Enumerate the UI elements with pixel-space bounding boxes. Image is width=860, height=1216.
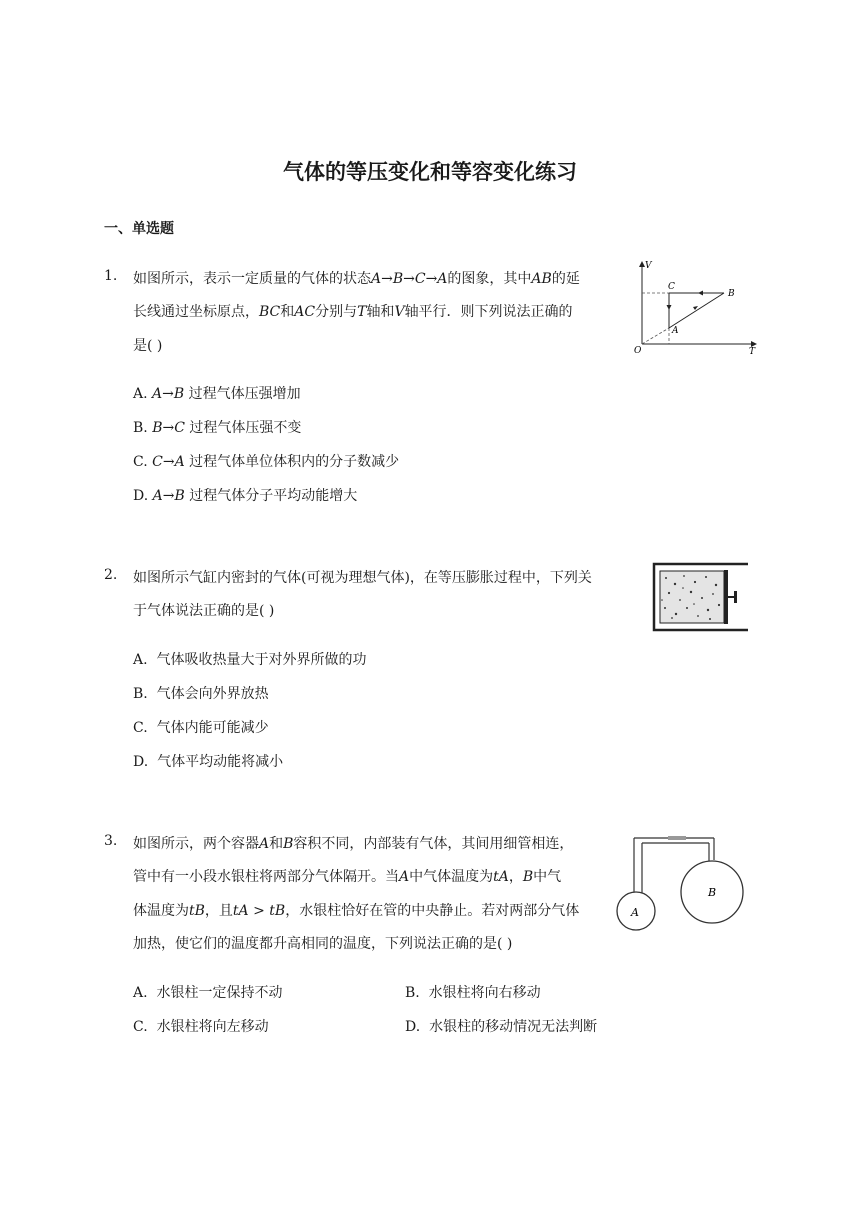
gas-cylinder-figure — [650, 560, 754, 634]
question-1-text-line-2: 长线通过坐标原点，BC和AC分别与T轴和V轴平行．则下列说法正确的 — [133, 304, 573, 320]
question-3-text-line-3: 体温度为tB，且tA > tB，水银柱恰好在管的中央静止。若对两部分气体 — [133, 903, 580, 919]
option-b[interactable]: B. 气体会向外界放热 — [133, 686, 269, 702]
question-number: 1. — [104, 268, 118, 284]
axis-label-t: T — [749, 347, 756, 356]
page-title: 气体的等压变化和等容变化练习 — [283, 160, 577, 184]
question-1-text-line-1: 如图所示，表示一定质量的气体的状态A→B→C→A的图象，其中AB的延 — [133, 271, 580, 287]
point-label-a: A — [672, 326, 679, 336]
option-a[interactable]: A. 气体吸收热量大于对外界所做的功 — [133, 652, 367, 668]
option-b[interactable]: B. B→C 过程气体压强不变 — [133, 420, 302, 436]
option-d[interactable]: D. A→B 过程气体分子平均动能增大 — [133, 488, 358, 504]
option-c[interactable]: C. 水银柱将向左移动 — [133, 1019, 269, 1035]
question-3-text-line-1: 如图所示，两个容器A和B容积不同，内部装有气体，其间用细管相连， — [133, 836, 574, 852]
point-label-b: B — [728, 289, 735, 299]
section-heading: 一、单选题 — [104, 221, 174, 237]
question-number: 2. — [104, 567, 118, 583]
question-2-text-line-1: 如图所示气缸内密封的气体(可视为理想气体)，在等压膨胀过程中，下列关 — [133, 570, 592, 586]
axis-label-v: V — [645, 261, 652, 271]
option-d[interactable]: D. 水银柱的移动情况无法判断 — [405, 1019, 598, 1035]
option-a[interactable]: A. A→B 过程气体压强增加 — [133, 386, 301, 402]
option-b[interactable]: B. 水银柱将向右移动 — [405, 985, 541, 1001]
question-3-text-line-2: 管中有一小段水银柱将两部分气体隔开。当A中气体温度为tA，B中气 — [133, 869, 562, 885]
option-d[interactable]: D. 气体平均动能将减小 — [133, 754, 284, 770]
question-2-text-line-2: 于气体说法正确的是( ) — [133, 603, 275, 619]
container-a-label: A — [631, 906, 639, 919]
question-number: 3. — [104, 833, 118, 849]
option-a[interactable]: A. 水银柱一定保持不动 — [133, 985, 283, 1001]
origin-label: O — [634, 346, 642, 356]
question-3-text-line-4: 加热，使它们的温度都升高相同的温度，下列说法正确的是( ) — [133, 936, 513, 952]
point-label-c: C — [668, 282, 675, 292]
question-1-text-line-3: 是( ) — [133, 338, 163, 354]
two-containers-figure — [612, 824, 748, 936]
container-b-label: B — [708, 886, 717, 899]
option-c[interactable]: C. 气体内能可能减少 — [133, 720, 269, 736]
option-c[interactable]: C. C→A 过程气体单位体积内的分子数减少 — [133, 454, 400, 470]
vt-graph-figure — [628, 256, 764, 356]
